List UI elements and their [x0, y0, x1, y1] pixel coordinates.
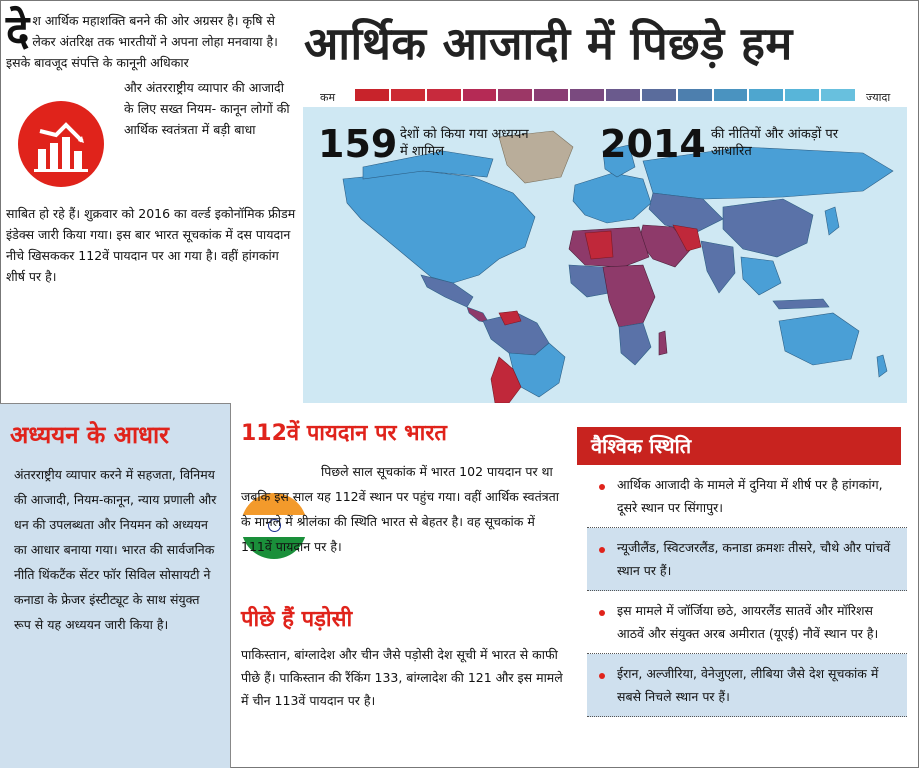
- map-new-zealand: [877, 355, 887, 377]
- freedom-color-scale: [355, 89, 855, 101]
- list-item: [587, 591, 907, 654]
- scale-segment: [785, 89, 819, 101]
- stat-year-number: 2014: [600, 122, 706, 166]
- india-rank-section: [231, 403, 573, 768]
- scale-segment: [570, 89, 604, 101]
- bullet-icon: [599, 484, 605, 490]
- study-basis-text: अंतरराष्ट्रीय व्यापार करने में सहजता, विनिमय की आजादी, नियम-कानून, न्याय प्रणाली और धन की उपलब्धता और नियमन को अध्ययन का आधार बनाया गया। भारत की सार्वजनिक नीति थिंकटैंक सेंटर फॉर सिविल सोसायटी ने कनाडा के फ्रेजर इंस्टीट्यूट के साथ संयुक्त रूप से यह अध्ययन जारी किया है।: [14, 467, 217, 632]
- map-southeast-asia: [741, 257, 781, 295]
- scale-segment: [821, 89, 855, 101]
- scale-segment: [427, 89, 461, 101]
- intro-paragraph-3: साबित हो रहे हैं। शुक्रवार को 2016 का वर्ल्ड इकोनॉमिक फ्रीडम इंडेक्स जारी किया गया। इस बार भारत सूचकांक में दस पायदान नीचे खिसककर 112वें पायदान पर आ गया है। वहीं हांगकांग शीर्ष पर है।: [6, 206, 296, 284]
- neighbors-title: पीछे हैं पड़ोसी: [241, 607, 353, 632]
- scale-segment: [678, 89, 712, 101]
- global-status-list: [587, 465, 907, 717]
- india-rank-title: 112वें पायदान पर भारत: [241, 421, 447, 446]
- list-item-text: इस मामले में जॉर्जिया छठे, आयरलैंड सातवें और मॉरिशस आठवें और संयुक्त अरब अमीरात (यूएई) नौवें स्थान पर है।: [617, 603, 879, 641]
- intro-paragraph-1: श आर्थिक महाशक्ति बनने की ओर अग्रसर है। कृषि से लेकर अंतरिक्ष तक भारतीयों ने अपना लोहा मनवाया है। इसके बावजूद संपत्ति के कानूनी अधिकार: [6, 13, 278, 70]
- scale-segment: [498, 89, 532, 101]
- map-north-america: [343, 171, 535, 283]
- map-india: [701, 241, 735, 293]
- bullet-icon: [599, 673, 605, 679]
- list-item: [587, 654, 907, 717]
- intro-drop-cap: दे: [6, 6, 30, 57]
- scale-segment: [749, 89, 783, 101]
- map-europe: [573, 173, 651, 223]
- map-japan: [825, 207, 839, 235]
- scale-segment: [714, 89, 748, 101]
- map-indonesia: [773, 299, 829, 309]
- stat-year: [600, 122, 706, 166]
- scale-segment: [355, 89, 389, 101]
- map-australia: [779, 313, 859, 365]
- intro-text-block: [6, 6, 298, 398]
- study-basis-section: [0, 403, 231, 768]
- scale-segment: [534, 89, 568, 101]
- map-china: [723, 199, 813, 257]
- intro-icon-row: [6, 77, 298, 203]
- list-item-text: न्यूजीलैंड, स्विटजरलैंड, कनाडा क्रमशः तीसरे, चौथे और पांचवें स्थान पर हैं।: [617, 540, 891, 578]
- study-basis-title: अध्ययन के आधार: [10, 421, 169, 449]
- bullet-icon: [599, 610, 605, 616]
- map-madagascar: [659, 331, 667, 355]
- stat-countries: [318, 122, 397, 166]
- factory-decline-icon: [18, 101, 104, 187]
- list-item: [587, 528, 907, 591]
- scale-segment: [606, 89, 640, 101]
- india-rank-text-wrap: [241, 459, 563, 559]
- stat-countries-label: देशों को किया गया अध्ययन में शामिल: [400, 127, 529, 159]
- intro-paragraph-2: और अंतरराष्ट्रीय व्यापार की आजादी के लिए सख्त नियम- कानून लोगों की आर्थिक स्वतंत्रता में बड़ी बाधा: [124, 80, 290, 137]
- scale-low-label: कम: [320, 91, 336, 104]
- stat-year-label: की नीतियों और आंकड़ों पर आधारित: [711, 127, 839, 159]
- scale-segment: [463, 89, 497, 101]
- global-status-title: वैश्विक स्थिति: [577, 427, 901, 465]
- map-west-africa: [569, 265, 609, 297]
- stat-countries-number: 159: [318, 122, 398, 166]
- map-southern-africa: [619, 323, 651, 365]
- neighbors-text: पाकिस्तान, बांग्लादेश और चीन जैसे पड़ोसी देश सूची में भारत से काफी पीछे हैं। पाकिस्तान की रैंकिंग 133, बांग्लादेश की 121 और इस मामले में चीन 113वें पायदान पर है।: [241, 647, 563, 708]
- page-title: आर्थिक आजादी में पिछड़े हम: [304, 17, 793, 70]
- scale-segment: [642, 89, 676, 101]
- global-status-section: [573, 403, 919, 768]
- scale-high-label: ज्यादा: [866, 91, 891, 104]
- list-item: [587, 465, 907, 528]
- map-central-africa: [603, 265, 655, 327]
- list-item-text: आर्थिक आजादी के मामले में दुनिया में शीर्ष पर है हांगकांग, दूसरे स्थान पर सिंगापुर।: [617, 477, 883, 515]
- list-item-text: ईरान, अल्जीरिया, वेनेजुएला, लीबिया जैसे देश सूचकांक में सबसे निचले स्थान पर हैं।: [617, 666, 879, 704]
- india-rank-text: पिछले साल सूचकांक में भारत 102 पायदान पर था जबकि इस साल यह 112वें स्थान पर पहुंच गया। वहीं आर्थिक स्वतंत्रता के मामले में श्रीलंका की स्थिति भारत से बेहतर है। वह सूचकांक में 111वें पायदान पर है।: [241, 464, 559, 554]
- bullet-icon: [599, 547, 605, 553]
- scale-segment: [391, 89, 425, 101]
